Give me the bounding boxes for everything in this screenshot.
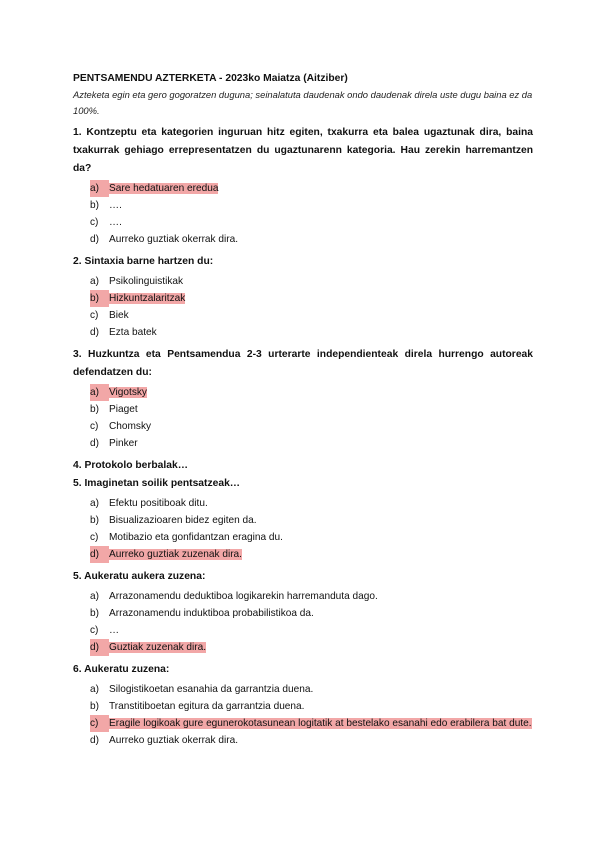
answer-option xyxy=(90,214,533,231)
answer-option xyxy=(90,384,533,401)
exam-document xyxy=(73,70,533,751)
option-text: Aurreko guztiak zuzenak dira. xyxy=(109,549,242,560)
option-label: c) xyxy=(90,421,99,432)
option-text: Ezta batek xyxy=(109,327,157,338)
answer-option xyxy=(90,307,533,324)
option-text: Chomsky xyxy=(109,421,152,432)
answer-option xyxy=(90,197,533,214)
option-text: Aurreko guztiak okerrak dira. xyxy=(109,735,239,746)
option-label: d) xyxy=(90,234,99,245)
option-text: Motibazio eta gonfidantzan eragina du. xyxy=(109,532,283,543)
option-label: b) xyxy=(90,515,99,526)
answer-option xyxy=(90,715,533,732)
answer-option xyxy=(90,529,533,546)
option-label: d) xyxy=(90,438,99,449)
option-text: …. xyxy=(109,200,122,211)
question-text: 5. Imaginetan soilik pentsatzeak… xyxy=(73,478,241,489)
question-text: 3. Huzkuntza eta Pentsamendua 2-3 urterarte independienteak direla hurrengo autoreak defendatzen du: xyxy=(73,349,533,378)
answer-option xyxy=(90,495,533,512)
option-text: Transtitiboetan egitura da garrantzia duena. xyxy=(109,701,305,712)
option-label: c) xyxy=(90,625,99,636)
option-label: d) xyxy=(90,639,109,656)
answer-option xyxy=(90,588,533,605)
question-text: 6. Aukeratu zuzena: xyxy=(73,664,170,675)
option-text: Piaget xyxy=(109,404,138,415)
option-list xyxy=(73,495,533,563)
question-text: 2. Sintaxia barne hartzen du: xyxy=(73,256,214,267)
answer-option xyxy=(90,605,533,622)
option-label: c) xyxy=(90,532,99,543)
answer-option xyxy=(90,622,533,639)
question-list xyxy=(73,124,533,749)
option-list xyxy=(73,681,533,749)
option-text: Bisualizazioaren bidez egiten da. xyxy=(109,515,257,526)
answer-option xyxy=(90,546,533,563)
option-label: c) xyxy=(90,715,109,732)
option-label: b) xyxy=(90,290,109,307)
option-label: a) xyxy=(90,591,99,602)
answer-option xyxy=(90,290,533,307)
answer-option xyxy=(90,273,533,290)
option-label: d) xyxy=(90,546,109,563)
option-list xyxy=(73,180,533,248)
answer-option xyxy=(90,231,533,248)
question-text: 5. Aukeratu aukera zuzena: xyxy=(73,571,206,582)
option-text: Aurreko guztiak okerrak dira. xyxy=(109,234,239,245)
option-text: …. xyxy=(109,217,122,228)
option-label: a) xyxy=(90,276,99,287)
option-label: b) xyxy=(90,608,99,619)
answer-option xyxy=(90,732,533,749)
document-title: PENTSAMENDU AZTERKETA - 2023ko Maiatza (Aitziber) xyxy=(73,73,348,84)
option-text: Arrazonamendu induktiboa probabilistikoa da. xyxy=(109,608,314,619)
option-label: a) xyxy=(90,180,109,197)
option-text: Guztiak zuzenak dira. xyxy=(109,642,207,653)
question-text: 4. Protokolo berbalak… xyxy=(73,460,189,471)
option-text: Efektu positiboak ditu. xyxy=(109,498,208,509)
answer-option xyxy=(90,418,533,435)
answer-option xyxy=(90,401,533,418)
answer-option xyxy=(90,435,533,452)
option-text: Psikolinguistikak xyxy=(109,276,184,287)
option-text: Hizkuntzalaritzak xyxy=(109,293,186,304)
option-label: b) xyxy=(90,701,99,712)
document-subtitle: Azteketa egin eta gero gogoratzen duguna; seinalatuta daudenak ondo daudenak direla uste dugu baina ez da 100%. xyxy=(73,89,533,116)
option-label: d) xyxy=(90,327,99,338)
option-label: b) xyxy=(90,200,99,211)
option-list xyxy=(73,384,533,452)
option-label: a) xyxy=(90,384,109,401)
option-text: Sare hedatuaren eredua xyxy=(109,183,219,194)
answer-option xyxy=(90,180,533,197)
option-label: a) xyxy=(90,498,99,509)
question-text: 1. Kontzeptu eta kategorien inguruan hitz egiten, txakurra eta balea ugaztunak dira, baina txakurrak gehiago errepresentatzen du ugaztunarenn kategoria. Hau zerekin harremantzen da? xyxy=(73,127,533,174)
answer-option xyxy=(90,324,533,341)
option-text: Eragile logikoak gure egunerokotasunean logitatik at bestelako esanahi edo erabilera bat dute. xyxy=(109,718,532,729)
option-text: Vigotsky xyxy=(109,387,147,398)
answer-option xyxy=(90,512,533,529)
option-list xyxy=(73,273,533,341)
option-label: b) xyxy=(90,404,99,415)
answer-option xyxy=(90,639,533,656)
option-text: Biek xyxy=(109,310,129,321)
option-list xyxy=(73,588,533,656)
answer-option xyxy=(90,698,533,715)
option-text: Pinker xyxy=(109,438,138,449)
option-text: … xyxy=(109,625,120,636)
option-text: Silogistikoetan esanahia da garrantzia duena. xyxy=(109,684,314,695)
option-label: d) xyxy=(90,735,99,746)
option-label: c) xyxy=(90,217,99,228)
option-label: a) xyxy=(90,684,99,695)
answer-option xyxy=(90,681,533,698)
option-text: Arrazonamendu deduktiboa logikarekin harremanduta dago. xyxy=(109,591,378,602)
option-label: c) xyxy=(90,310,99,321)
